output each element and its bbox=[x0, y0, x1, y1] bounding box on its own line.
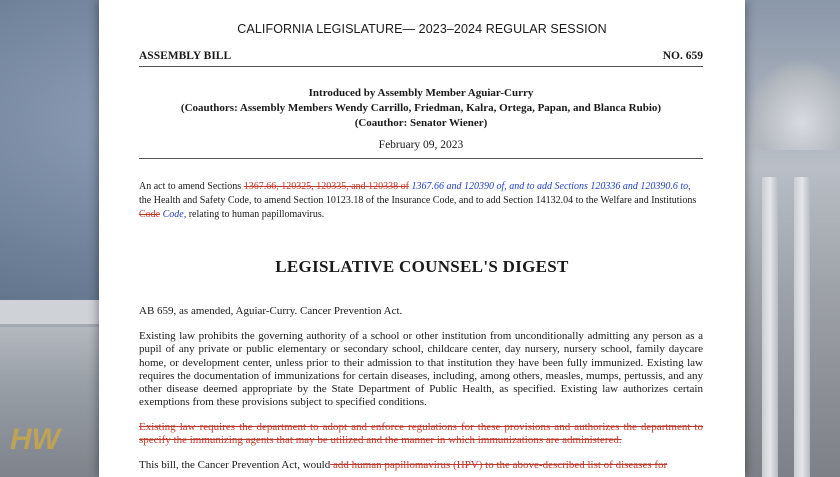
introduced-by: Introduced by Assembly Member Aguiar-Curry bbox=[308, 87, 534, 99]
divider bbox=[139, 66, 703, 67]
deleted-text: Code bbox=[139, 209, 161, 220]
inserted-text: Code, bbox=[162, 209, 187, 220]
bill-date: February 09, 2023 bbox=[378, 139, 464, 151]
digest-paragraph: Existing law prohibits the governing authority of a school or other institution from unconditionally admitting any person as a pupil of any private or public elementary or secondary school, childcare center, day nursery, nursery school, family daycare home, or development center, unless prior to their admission to that institution they have been fully immunized. Existing law requires the documentation of immunizations for certain diseases, including, among others, measles, mumps, pertussis, and any other disease deemed appropriate by the State Department of Public Health, as specified. Existing law authorizes certain exemptions from these provisions subject to specified conditions. bbox=[139, 330, 703, 409]
capitol-cornice bbox=[0, 300, 110, 327]
capitol-column bbox=[794, 177, 810, 477]
act-text: the Health and Safety Code, to amend Section 10123.18 of the Insurance Code, and to add Section 14132.04 to the Welfare and Institutions bbox=[139, 195, 697, 206]
divider bbox=[139, 158, 703, 159]
capitol-building-right bbox=[730, 0, 840, 477]
deleted-text: 1367.66, 120325, 120335, and 120338 of bbox=[243, 181, 409, 192]
digest-paragraph: This bill, the Cancer Prevention Act, would add human papillomavirus (HPV) to the above-described list of diseases for bbox=[139, 459, 668, 471]
inserted-text: 1367.66 and 120390 of, and to add Sections 120336 and 120390.6 to, bbox=[411, 181, 691, 192]
coauthor-senate: (Coauthor: Senator Wiener) bbox=[354, 117, 488, 129]
act-text: An act to amend Sections bbox=[139, 181, 244, 192]
bill-identifier-row bbox=[139, 50, 703, 62]
authors-block bbox=[139, 86, 703, 131]
bill-document bbox=[99, 0, 745, 477]
bill-type: ASSEMBLY BILL bbox=[139, 50, 232, 62]
capitol-column bbox=[762, 177, 778, 477]
deleted-paragraph: Existing law requires the department to adopt and enforce regulations for these provisions and authorizes the department to specify the immunizing agents that may be utilized and the manner in which immunizations are administered. bbox=[139, 421, 703, 447]
digest-title: LEGISLATIVE COUNSEL'S DIGEST bbox=[275, 257, 569, 276]
svg-text:HW: HW bbox=[10, 423, 60, 456]
deleted-text: add human papillomavirus (HPV) to the above-described list of diseases for bbox=[330, 459, 668, 471]
coauthors-assembly: (Coauthors: Assembly Members Wendy Carrillo, Friedman, Kalra, Ortega, Papan, and Blanca Rubio) bbox=[180, 102, 662, 114]
bill-number: NO. 659 bbox=[662, 50, 703, 62]
digest-summary: AB 659, as amended, Aguiar-Curry. Cancer Prevention Act. bbox=[139, 305, 403, 317]
hw-watermark-logo bbox=[6, 417, 86, 457]
capitol-dome bbox=[745, 60, 840, 150]
session-title: CALIFORNIA LEGISLATURE— 2023–2024 REGULAR SESSION bbox=[237, 22, 607, 36]
act-title bbox=[139, 180, 703, 222]
act-text: relating to human papillomavirus. bbox=[186, 209, 325, 220]
